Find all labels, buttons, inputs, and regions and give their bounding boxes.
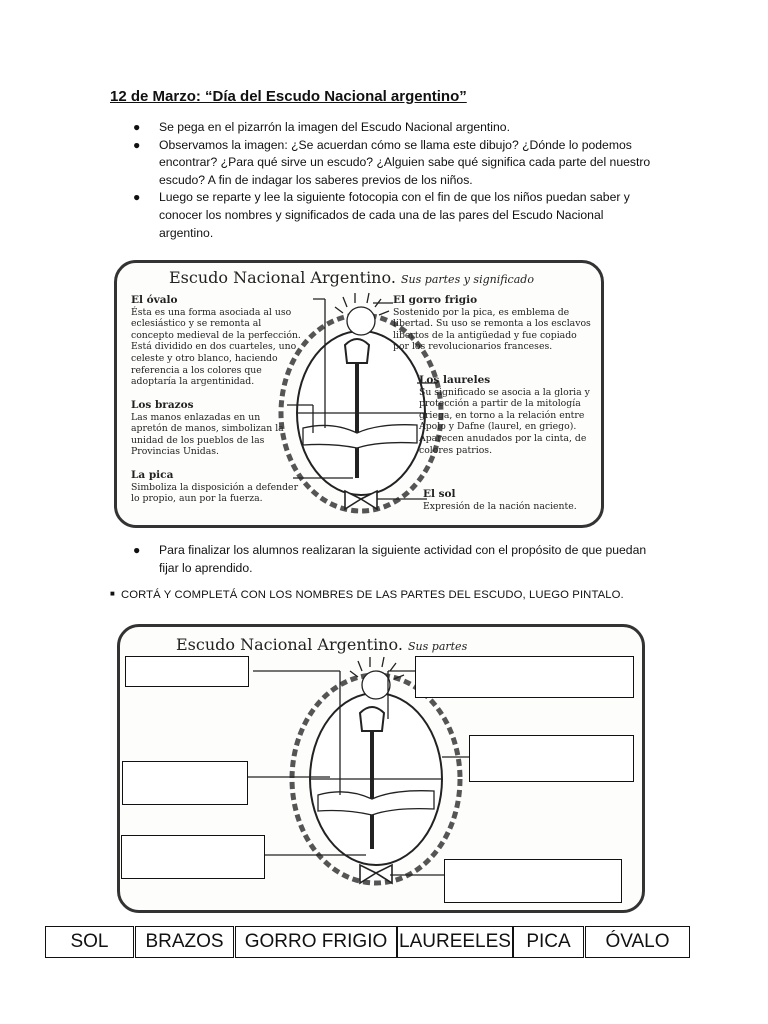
bullet-text: Observamos la imagen: ¿Se acuerdan cómo se llama este dibujo? ¿Dónde lo podemos encontrar? ¿Para qué sirve un escudo? ¿Alguien sabe qué significa cada parte del nuestro escudo? A fin de indagar los saberes previos de los niños. — [159, 137, 651, 187]
panel-title: Escudo Nacional Argentino. Sus partes y significado — [169, 268, 534, 287]
answer-box-laureles[interactable] — [469, 735, 634, 782]
page-title: 12 de Marzo: “Día del Escudo Nacional argentino” — [110, 88, 467, 105]
panel-title: Escudo Nacional Argentino. Sus partes — [176, 635, 468, 654]
answer-box-sol[interactable] — [444, 859, 622, 903]
word-box-sol[interactable]: SOL — [45, 926, 134, 958]
answer-box-brazos[interactable] — [122, 761, 248, 805]
word-box-brazos[interactable]: BRAZOS — [135, 926, 234, 958]
bullet-icon: ● — [133, 543, 141, 557]
part-brazos: Los brazos Las manos enlazadas en un apretón de manos, simbolizan la unidad de los pueblos de las Provincias Unidas. — [131, 399, 284, 458]
bullet-icon: ● — [133, 190, 141, 205]
shield-activity-panel — [117, 624, 645, 913]
bullet-item — [133, 137, 653, 190]
bullet-icon: ● — [133, 137, 141, 152]
part-ovalo: El óvalo Ésta es una forma asociada al uso eclesiástico y se remonta al concepto medieval de la perfección. Está dividido en dos cuarteles, uno celeste y otro blanco, haciendo referencia a los colores que adoptaría la argentinidad. — [131, 294, 301, 388]
bullet-item — [133, 119, 653, 137]
bullet-icon: ● — [133, 120, 141, 134]
intro-bullet-list — [133, 119, 653, 242]
bullet-text: Para finalizar los alumnos realizaran la siguiente actividad con el propósito de que puedan fijar lo aprendido. — [159, 543, 647, 575]
part-sol: El sol Expresión de la nación naciente. — [423, 488, 577, 512]
answer-box-pica[interactable] — [121, 835, 265, 879]
word-box-laureles[interactable]: LAUREELES — [397, 926, 513, 958]
bullet-item — [133, 189, 653, 242]
bullet-item — [133, 542, 653, 577]
part-laureles: Los laureles Su significado se asocia a la gloria y protección a partir de la mitología griega, en torno a la relación entre Apolo y Dafne (laurel, en griego). Aparecen anudados por la cinta, de colores patrios. — [419, 374, 590, 456]
word-box-pica[interactable]: PICA — [513, 926, 584, 958]
part-pica: La pica Simboliza la disposición a defender lo propio, aun por la fuerza. — [131, 469, 299, 505]
bullet-text: Se pega en el pizarrón la imagen del Escudo Nacional argentino. — [159, 120, 510, 134]
word-box-ovalo[interactable]: ÓVALO — [585, 926, 690, 958]
square-bullet-icon: ■ — [110, 589, 115, 598]
answer-box-gorro-frigio[interactable] — [415, 656, 634, 698]
bullet-text: Luego se reparte y lee la siguiente fotocopia con el fin de que los niños puedan saber y conocer los nombres y significados de cada una de las pares del Escudo Nacional argentino. — [159, 190, 630, 240]
answer-box-ovalo[interactable] — [125, 656, 249, 687]
shield-info-panel — [114, 260, 604, 528]
word-box-gorro-frigio[interactable]: GORRO FRIGIO — [235, 926, 397, 958]
final-bullet — [133, 542, 653, 577]
part-gorro-frigio: El gorro frigio Sostenido por la pica, es emblema de libertad. Su uso se remonta a los esclavos libertos de la antigüedad y fue copiado por los revolucionarios franceses. — [393, 294, 591, 353]
activity-instruction: ■ CORTÁ Y COMPLETÁ CON LOS NOMBRES DE LAS PARTES DEL ESCUDO, LUEGO PINTALO. — [110, 589, 624, 601]
